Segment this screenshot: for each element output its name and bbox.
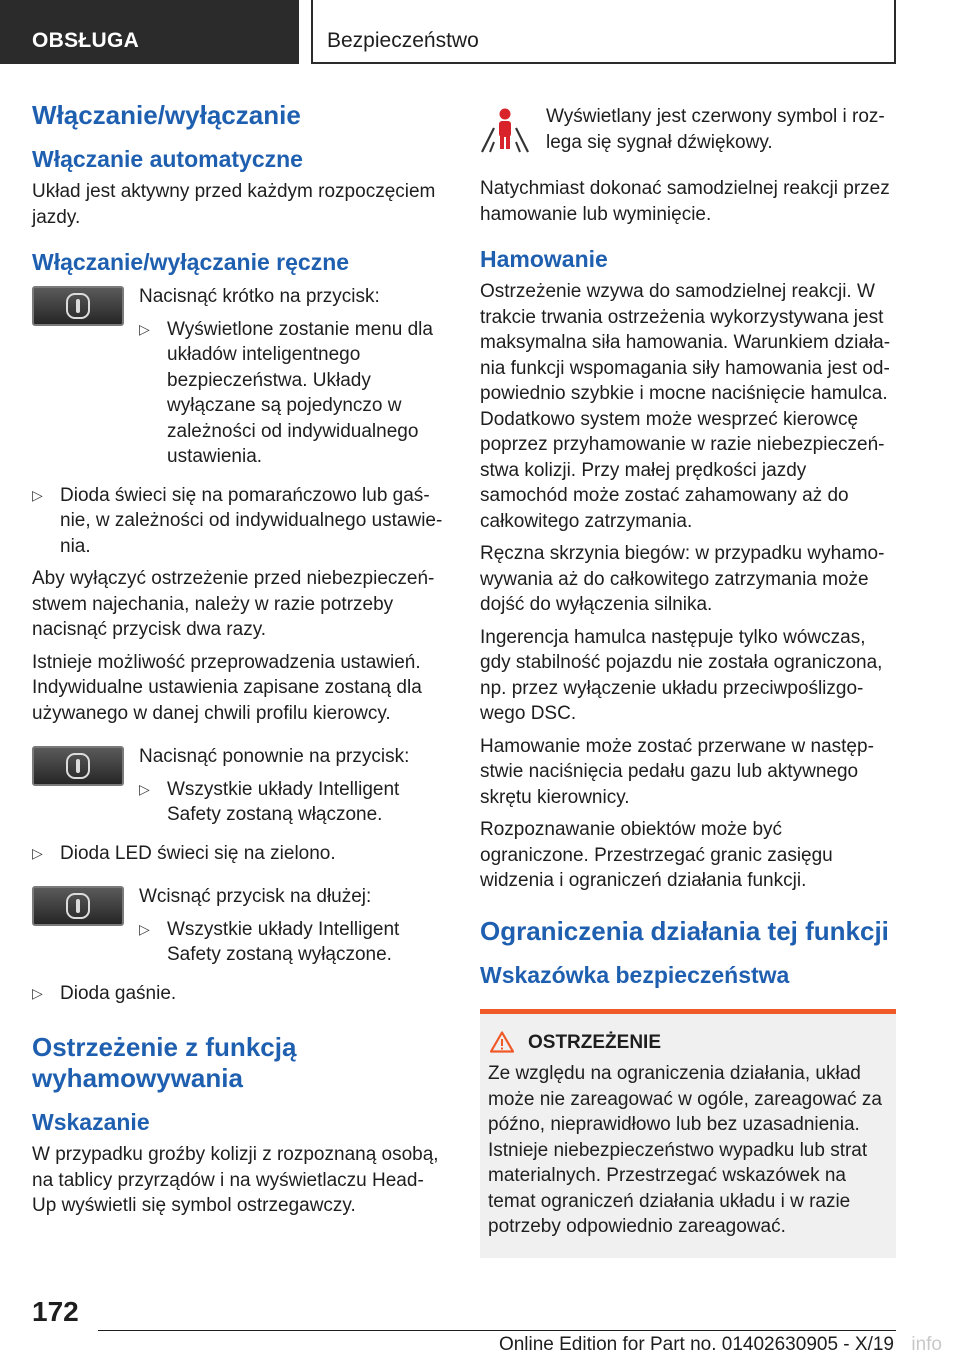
footer-edition: Online Edition for Part no. 01402630905 - X/19 (498, 1334, 894, 1355)
bullet-triangle-icon: ▷ (32, 984, 43, 1001)
bullet-triangle-icon: ▷ (139, 920, 150, 937)
paragraph-off: Aby wyłączyć ostrzeżenie przed niebezpieczeństwem najechania, należy w razie potrzeby nacisnąć przycisk dwa razy. (32, 568, 435, 640)
step-text: Nacisnąć ponownie na przycisk: (139, 746, 410, 767)
intelligent-safety-button-icon (32, 746, 124, 786)
heading-indication: Wskazanie (32, 1109, 150, 1135)
warning-triangle-icon (490, 1031, 514, 1053)
step-press-long (32, 884, 447, 975)
heading-safety-note: Wskazówka bezpieczeństwa (480, 961, 790, 988)
list-item: ▷ Wszystkie układy Intelligent Safety zostaną włączone. (139, 777, 447, 828)
intelligent-safety-button-icon (32, 886, 124, 926)
list-item: ▷ Dioda gaśnie. (32, 981, 447, 1007)
paragraph-brake-3: Ingerencja hamulca następuje tylko wówczas, gdy stabilność pojazdu nie została ograniczona, np. przez wyłączenie układu przeciwpoślizgowego DSC. (480, 626, 883, 724)
paragraph-auto: Układ jest aktywny przed każdym rozpoczęciem jazdy. (32, 181, 436, 228)
paragraph-brake-1: Ostrzeżenie wzywa do samodzielnej reakcji. W trakcie trwania ostrzeżenia wykorzystywana jest maksymalna siła hamowania. Warunkiem działania funkcji wspomagania siły hamowania jest odpowiednio szybkie i mocne naciśnięcie hamulca. Dodatkowo system może wesprzeć kierowcę poprzez przyhamowanie w razie niebezpieczeństwa kolizji. Przy małej prędkości jazdy samochód może zostać zahamowany aż do całkowitego zatrzymania. (480, 281, 891, 532)
left-column (32, 100, 447, 1226)
right-column (480, 100, 896, 1258)
step-text: Nacisnąć krótko na przycisk: (139, 286, 380, 307)
warning-symbol-row (480, 104, 896, 162)
section-tab: OBSŁUGA (0, 0, 299, 64)
list-item: ▷ Wyświetlone zostanie menu dla układów inteligentnego bezpieczeństwa. Układy wyłączane są pojedynczo w zależności od indywidualnego ustawienia. (139, 317, 447, 470)
bullet-triangle-icon: ▷ (139, 320, 150, 337)
step-press-again (32, 744, 447, 835)
paragraph-brake-4: Hamowanie może zostać przerwane w następstwie naciśnięcia pedału gazu lub aktywnego skrętu kierownicy. (480, 735, 874, 808)
warning-box (480, 1009, 896, 1258)
footer-divider (98, 1330, 896, 1331)
list-item: ▷ Wszystkie układy Intelligent Safety zostaną wyłączone. (139, 917, 447, 968)
bullet-triangle-icon: ▷ (32, 844, 43, 861)
paragraph-brake-2: Ręczna skrzynia biegów: w przypadku wyhamowywania aż do całkowitego zatrzymania może dojść do wyłączenia silnika. (480, 543, 885, 615)
paragraph-indication: W przypadku groźby kolizji z rozpoznaną osobą, na tablicy przyrządów i na wyświetlaczu Head-Up wyświetli się symbol ostrzegawczy. (32, 1144, 439, 1216)
intelligent-safety-button-icon (32, 286, 124, 326)
list-item: ▷ Dioda świeci się na pomarańczowo lub gaśnie, w zależności od indywidualnego ustawienia. (32, 483, 447, 560)
step-press-short (32, 284, 447, 477)
heading-braking: Hamowanie (480, 246, 608, 272)
heading-switching: Włączanie/wyłączanie (32, 100, 301, 130)
heading-manual: Włączanie/wyłączanie ręczne (32, 249, 350, 275)
watermark: info (911, 1334, 942, 1355)
symbol-description: Wyświetlany jest czerwony symbol i rozlega się sygnał dźwiękowy. (546, 106, 885, 153)
paragraph-react: Natychmiast dokonać samodzielnej reakcji przez hamowanie lub wyminięcie. (480, 178, 890, 225)
warning-text: Ze względu na ograniczenia działania, układ może nie zareagować w ogóle, zareagować za późno, nieprawidłowo lub bez uzasadnienia. Istnieje niebezpieczeństwo wypadku lub strat materialnych. Przestrzegać wskazówek na temat ograniczeń działania układu i w razie potrzeby odpowiednio zareagować. (488, 1063, 882, 1237)
heading-auto: Włączanie automatyczne (32, 146, 303, 172)
warning-title: OSTRZEŻENIE (528, 1031, 662, 1053)
step-text: Wcisnąć przycisk na dłużej: (139, 886, 372, 907)
heading-warning-braking: Ostrzeżenie z funkcją wyhamowywania (32, 1032, 297, 1093)
heading-limits: Ograniczenia działania tej funkcji (480, 915, 889, 946)
page-number: 172 (32, 1296, 79, 1327)
paragraph-brake-5: Rozpoznawanie obiektów może być ograniczone. Przestrzegać granic zasięgu widzenia i ograniczeń działania funkcji. (480, 819, 833, 891)
bullet-triangle-icon: ▷ (139, 780, 150, 797)
pedestrian-warning-icon (480, 106, 530, 160)
chapter-title: Bezpieczeństwo (311, 0, 896, 64)
warning-header (488, 1030, 888, 1056)
bullet-triangle-icon: ▷ (32, 486, 43, 503)
paragraph-individual: Istnieje możliwość przeprowadzenia ustawień. Indywidualne ustawienia zapisane zostaną dla używanego w danej chwili profilu kierowcy. (32, 651, 422, 724)
page-header (0, 0, 960, 66)
list-item: ▷ Dioda LED świeci się na zielono. (32, 841, 447, 867)
